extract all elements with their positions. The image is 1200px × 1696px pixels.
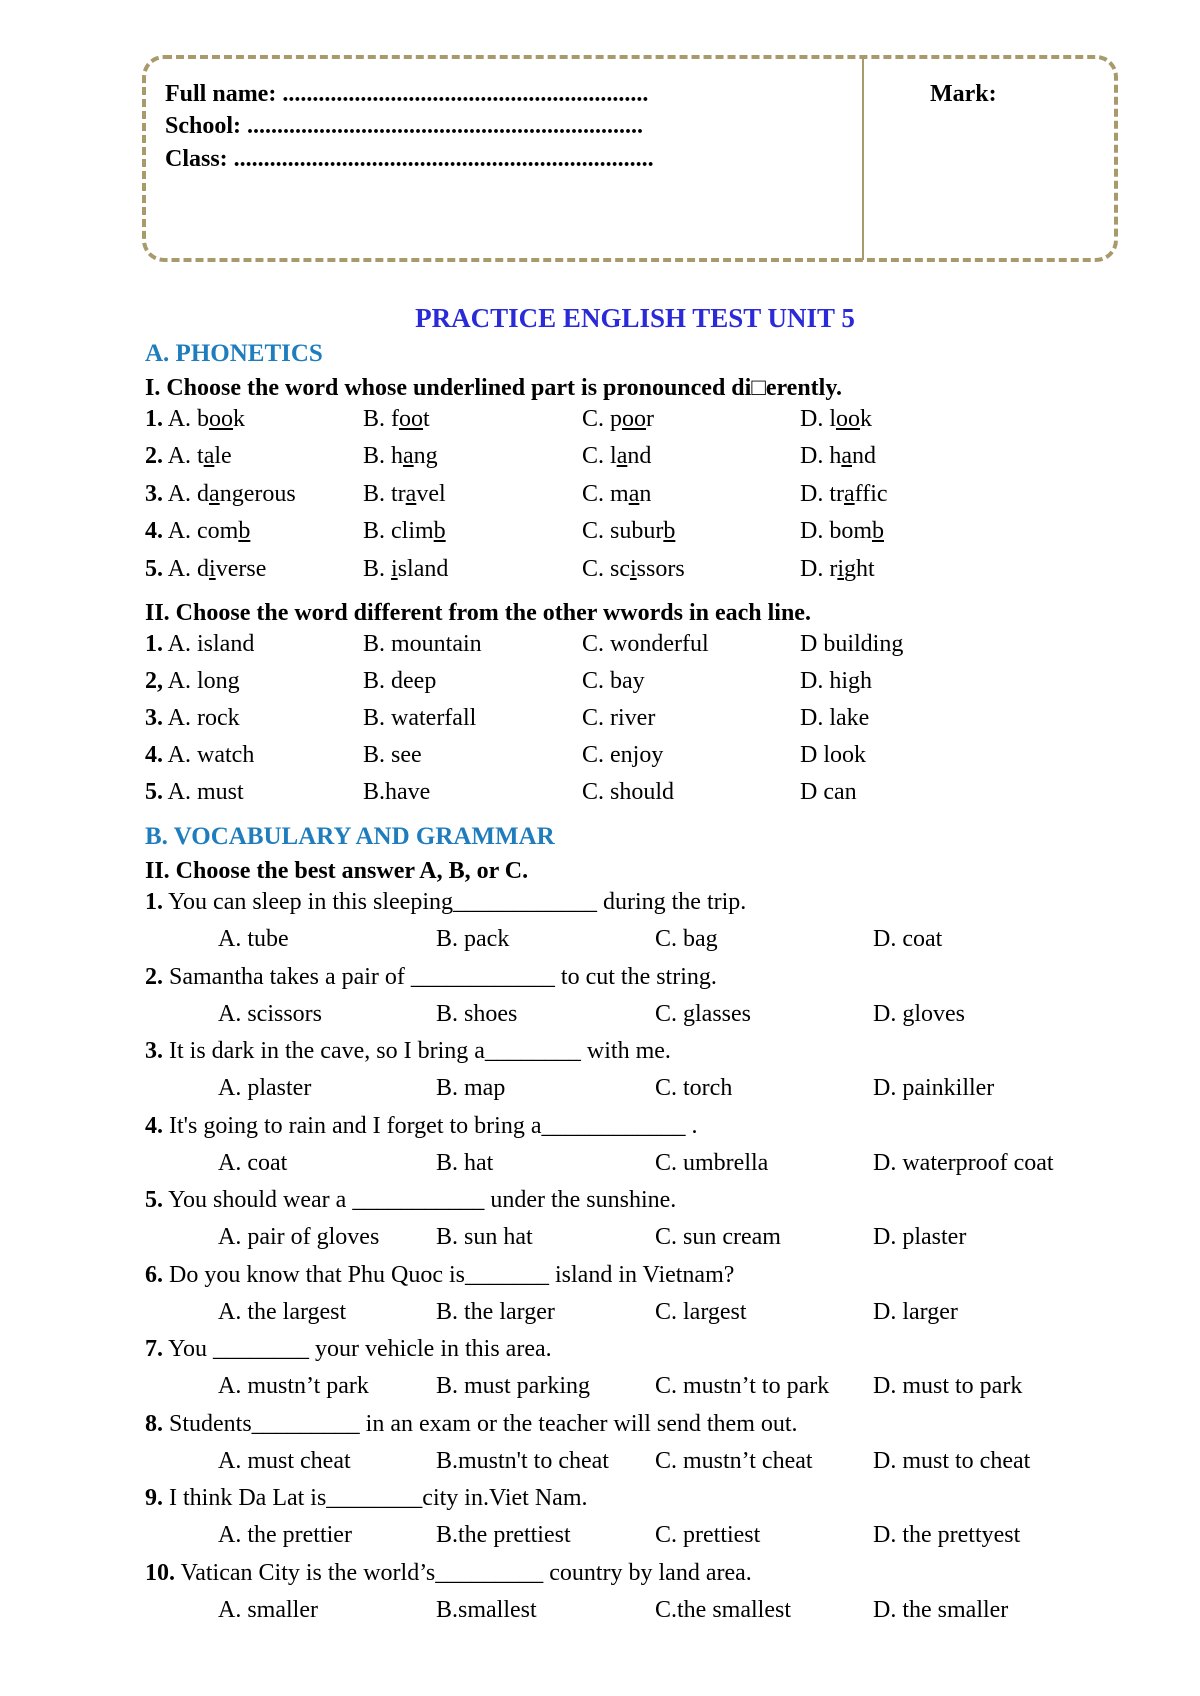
option-c: C. enjoy (582, 742, 664, 768)
section-phonetics-heading: A. PHONETICS (145, 340, 323, 367)
question-number: 2. (145, 963, 163, 990)
answer-option-a: A. pair of gloves (218, 1224, 380, 1250)
option-a: 2, A. long (145, 668, 240, 694)
question-number: 1. (145, 889, 163, 915)
header-divider (862, 57, 864, 260)
answer-option-c: C.the smallest (655, 1596, 791, 1623)
question-text: 2. Samantha takes a pair of ____________ to cut the string. (145, 963, 717, 990)
question-number: 2, (145, 668, 163, 694)
question-number: 2. (145, 443, 163, 469)
school-line: School: .................................................................. (165, 113, 644, 139)
question-text: 3. It is dark in the cave, so I bring a________ with me. (145, 1038, 671, 1064)
question-number: 9. (145, 1485, 163, 1511)
question-number: 1. (145, 631, 163, 657)
option-a: 4. A. comb (145, 518, 251, 544)
question-number: 4. (145, 1112, 163, 1139)
answer-option-a: A. the prettier (218, 1522, 352, 1548)
underlined-part: a (628, 481, 640, 507)
answer-option-a: A. mustn’t park (218, 1373, 369, 1399)
option-d: D. right (800, 556, 875, 582)
question-number: 6. (145, 1261, 163, 1288)
answer-option-c: C. largest (655, 1298, 747, 1325)
answer-option-c: C. mustn’t to park (655, 1373, 830, 1399)
answer-option-d: D. plaster (873, 1224, 967, 1250)
page-title: PRACTICE ENGLISH TEST UNIT 5 (415, 303, 855, 333)
answer-option-d: D. must to park (873, 1373, 1023, 1399)
underlined-part: i (391, 556, 398, 582)
answer-option-b: B. the larger (436, 1298, 555, 1325)
answer-options (218, 1220, 1118, 1254)
answer-option-b: B.mustn't to cheat (436, 1447, 609, 1474)
option-b: B. travel (363, 481, 446, 507)
vocab-instruction: II. Choose the best answer A, B, or C. (145, 858, 529, 884)
underlined-part: i (209, 556, 216, 582)
underlined-part: oo (836, 406, 860, 432)
question-text: 5. You should wear a ___________ under the sunshine. (145, 1187, 677, 1213)
underlined-part: b (872, 518, 884, 544)
answer-option-b: B.smallest (436, 1596, 537, 1623)
option-c: C. bay (582, 668, 645, 694)
question-number: 3. (145, 705, 163, 731)
mark-label: Mark: (930, 81, 997, 107)
option-b: B. waterfall (363, 705, 477, 731)
option-b: B.have (363, 779, 431, 805)
underlined-part: a (209, 481, 220, 507)
answer-options (218, 997, 1118, 1031)
question-number: 5. (145, 1187, 163, 1213)
answer-option-c: C. torch (655, 1075, 733, 1101)
option-b: B. hang (363, 443, 438, 469)
underlined-part: i (837, 556, 844, 582)
section-vocab-heading: B. VOCABULARY AND GRAMMAR (145, 823, 555, 850)
underlined-part: a (405, 481, 417, 507)
option-d: D can (800, 779, 857, 805)
underlined-part: i (630, 556, 637, 582)
underlined-part: a (203, 443, 215, 469)
underlined-part: b (238, 518, 251, 544)
underlined-part: a (841, 443, 852, 469)
answer-options (218, 1444, 1118, 1478)
answer-options (218, 922, 1118, 956)
answer-option-b: B.the prettiest (436, 1522, 571, 1548)
underlined-part: a (844, 481, 855, 507)
answer-options (218, 1071, 1118, 1105)
question-number: 7. (145, 1336, 163, 1362)
answer-option-a: A. coat (218, 1149, 288, 1176)
answer-option-c: C. prettiest (655, 1522, 761, 1548)
question-number: 1. (145, 406, 163, 432)
question-text: 1. You can sleep in this sleeping____________ during the trip. (145, 889, 747, 915)
option-c: C. should (582, 779, 675, 805)
option-a: 4. A. watch (145, 742, 255, 768)
question-text: 9. I think Da Lat is________city in.Viet Nam. (145, 1485, 588, 1511)
answer-option-d: D. larger (873, 1298, 958, 1325)
option-c: C. poor (582, 406, 655, 432)
option-d: D building (800, 631, 904, 657)
underlined-part: a (403, 443, 414, 469)
option-c: C. man (582, 481, 652, 507)
question-number: 3. (145, 481, 163, 507)
option-a: 3. A. dangerous (145, 481, 296, 507)
answer-option-b: B. sun hat (436, 1224, 533, 1250)
option-b: B. see (363, 742, 422, 768)
answer-option-d: D. the prettyest (873, 1522, 1021, 1548)
answer-option-d: D. painkiller (873, 1075, 995, 1101)
underlined-part: b (663, 518, 676, 544)
option-a: 5. A. diverse (145, 556, 267, 582)
option-d: D. hand (800, 443, 876, 469)
question-number: 10. (145, 1559, 175, 1586)
answer-option-d: D. coat (873, 926, 943, 952)
question-number: 4. (145, 518, 163, 544)
answer-option-d: D. must to cheat (873, 1447, 1031, 1474)
answer-option-c: C. umbrella (655, 1149, 769, 1176)
answer-option-d: D. the smaller (873, 1596, 1009, 1623)
option-a: 5. A. must (145, 779, 244, 805)
answer-option-c: C. mustn’t cheat (655, 1447, 813, 1474)
option-a: 2. A. tale (145, 443, 232, 469)
answer-option-c: C. bag (655, 926, 718, 952)
question-number: 5. (145, 779, 163, 805)
answer-option-a: A. smaller (218, 1596, 318, 1623)
answer-option-a: A. tube (218, 926, 289, 952)
option-d: D. traffic (800, 481, 888, 507)
answer-option-a: A. plaster (218, 1075, 312, 1101)
answer-option-b: B. map (436, 1075, 506, 1101)
option-a: 1. A. island (145, 631, 255, 657)
option-b: B. foot (363, 406, 430, 432)
option-d: D. bomb (800, 518, 884, 544)
option-d: D look (800, 742, 866, 768)
full-name-line: Full name: ............................................................. (165, 81, 649, 107)
question-number: 4. (145, 742, 163, 768)
option-d: D. lake (800, 705, 870, 731)
answer-option-b: B. pack (436, 926, 510, 952)
option-b: B. climb (363, 518, 446, 544)
question-text: 6. Do you know that Phu Quoc is_______ island in Vietnam? (145, 1261, 735, 1288)
question-number: 3. (145, 1038, 163, 1064)
answer-option-b: B. must parking (436, 1373, 590, 1399)
class-line: Class: ...................................................................... (165, 146, 654, 172)
answer-option-d: D. waterproof coat (873, 1149, 1054, 1176)
option-c: C. land (582, 443, 652, 469)
underlined-part: oo (209, 406, 234, 432)
option-b: B. deep (363, 668, 437, 694)
underlined-part: oo (399, 406, 423, 432)
answer-option-c: C. glasses (655, 1000, 751, 1027)
underlined-part: a (616, 443, 628, 469)
phonetics-part1-instruction: I. Choose the word whose underlined part is pronounced di□erently. (145, 375, 843, 401)
option-d: D. look (800, 406, 872, 432)
answer-option-a: A. must cheat (218, 1447, 351, 1474)
option-d: D. high (800, 668, 872, 694)
option-c: C. wonderful (582, 631, 709, 657)
answer-option-d: D. gloves (873, 1000, 965, 1027)
answer-options (218, 1518, 1118, 1552)
option-c: C. scissors (582, 556, 685, 582)
underlined-part: oo (622, 406, 647, 432)
answer-option-a: A. scissors (218, 1000, 323, 1027)
answer-options (218, 1369, 1118, 1403)
answer-option-b: B. hat (436, 1149, 494, 1176)
question-number: 5. (145, 556, 163, 582)
question-text: 4. It's going to rain and I forget to bring a____________ . (145, 1112, 698, 1139)
option-a: 1. A. book (145, 406, 246, 432)
answer-options (218, 1295, 1118, 1329)
answer-options (218, 1146, 1118, 1180)
answer-options (218, 1593, 1118, 1627)
question-text: 10. Vatican City is the world’s_________ country by land area. (145, 1559, 752, 1586)
option-b: B. mountain (363, 631, 482, 657)
answer-option-c: C. sun cream (655, 1224, 781, 1250)
option-c: C. suburb (582, 518, 676, 544)
option-a: 3. A. rock (145, 705, 240, 731)
option-c: C. river (582, 705, 656, 731)
option-b: B. island (363, 556, 449, 582)
underlined-part: b (433, 518, 446, 544)
answer-option-b: B. shoes (436, 1000, 518, 1027)
question-text: 8. Students_________ in an exam or the teacher will send them out. (145, 1410, 798, 1437)
answer-option-a: A. the largest (218, 1298, 347, 1325)
phonetics-part2-instruction: II. Choose the word different from the other wwords in each line. (145, 600, 811, 626)
question-number: 8. (145, 1410, 163, 1437)
question-text: 7. You ________ your vehicle in this area. (145, 1336, 552, 1362)
